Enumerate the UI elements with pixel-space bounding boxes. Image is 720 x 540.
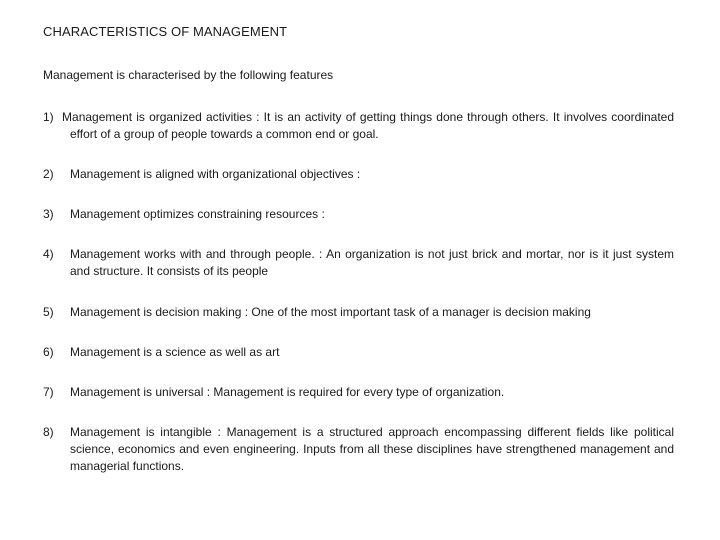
list-item-text: Management is universal : Management is required for every type of organization. (70, 385, 505, 399)
list-item-number: 5) (43, 305, 54, 319)
list-item (43, 109, 674, 143)
list-item-number: 2) (43, 167, 54, 181)
list-item-text: Management is organized activities : It is an activity of getting things done through others. It involves coordinated effort of a group of people towards a common end or goal. (62, 110, 675, 141)
list-item-text: Management is intangible : Management is a structured approach encompassing different fields like political science, economics and even engineering. Inputs from all these disciplines have strengthened management and managerial functions. (70, 425, 674, 473)
intro-text: Management is characterised by the following features (43, 68, 334, 82)
page-title: CHARACTERISTICS OF MANAGEMENT (43, 24, 288, 39)
list-item-number: 8) (43, 425, 54, 439)
list-item-number: 3) (43, 207, 54, 221)
list-item-text: Management is aligned with organizational objectives : (70, 167, 361, 181)
list-item (43, 344, 674, 361)
list-item (43, 166, 674, 183)
list-item (43, 384, 674, 401)
list-item-number: 6) (43, 345, 54, 359)
list-item-text: Management works with and through people. : An organization is not just brick and mortar, nor is it just system and structure. It consists of its people (70, 247, 674, 278)
list-item-number: 4) (43, 247, 54, 261)
list-item-text: Management optimizes constraining resources : (70, 207, 325, 221)
list-item-number: 7) (43, 385, 54, 399)
list-item-number: 1) (43, 110, 54, 124)
list-item (43, 246, 674, 280)
list-item (43, 304, 674, 321)
list-item (43, 424, 674, 475)
list-item-body (43, 109, 675, 143)
list-item (43, 206, 674, 223)
list-item-text: Management is decision making : One of the most important task of a manager is decision making (70, 305, 591, 319)
list-item-text: Management is a science as well as art (70, 345, 280, 359)
